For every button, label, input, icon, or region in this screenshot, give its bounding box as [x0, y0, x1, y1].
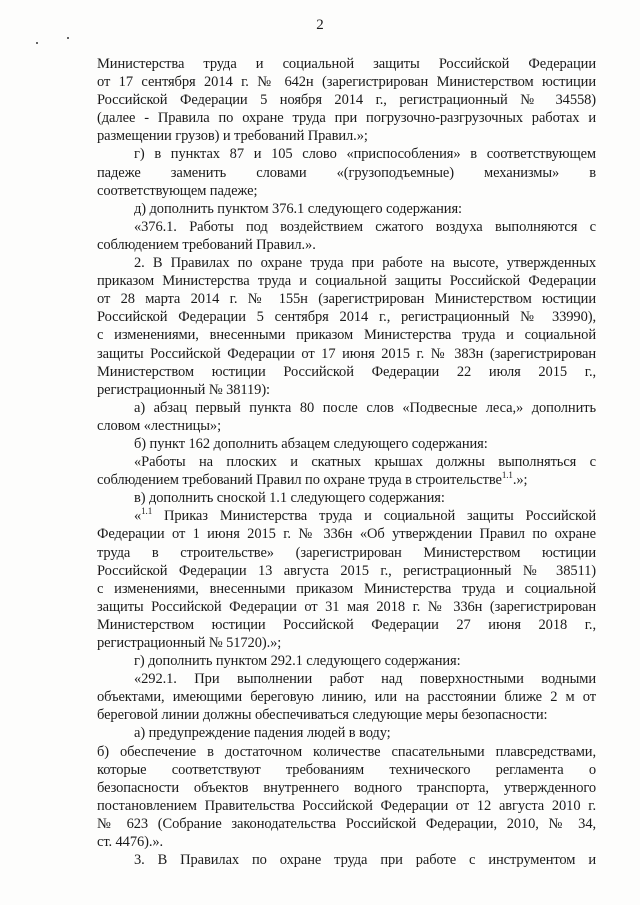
- text-line: [97, 761, 596, 779]
- line-text: Российской Федерации 13 августа 2015 г., регистрационный № 38511): [97, 562, 596, 579]
- text-line: [97, 851, 596, 869]
- text-line: [97, 580, 596, 598]
- line-text: соблюдением требований Правил по охране труда в строительстве: [97, 472, 502, 489]
- text-line: [97, 417, 596, 435]
- line-text: 3. В Правилах по охране труда при работе с инструментом и: [134, 852, 596, 869]
- line-text: Российской Федерации 5 сентября 2014 г., регистрационный № 33990),: [97, 309, 596, 326]
- line-text: а) предупреждение падения людей в воду;: [134, 725, 391, 742]
- line-text: д) дополнить пунктом 376.1 следующего содержания:: [134, 200, 462, 217]
- line-text: Министерства труда и социальной защиты Российской Федерации: [97, 56, 596, 72]
- text-line: [97, 435, 596, 453]
- line-text: регистрационный № 38119):: [97, 381, 270, 398]
- text-line: [97, 670, 596, 688]
- text-line: [97, 308, 596, 326]
- line-text: с изменениями, внесенными приказом Министерства труда и социальной: [97, 580, 596, 597]
- text-line: [97, 236, 596, 254]
- text-line: [97, 326, 596, 344]
- line-text-continued: Приказ Министерства труда и социальной защиты Российской: [152, 508, 596, 525]
- line-text: в) дополнить сноской 1.1 следующего содержания:: [134, 490, 445, 507]
- line-text: а) абзац первый пункта 80 после слов «Подвесные леса,» дополнить: [134, 399, 596, 416]
- text-line: [97, 616, 596, 634]
- line-text: соответствующем падеже;: [97, 182, 258, 199]
- line-text: ст. 4476).».: [97, 834, 164, 851]
- text-line: [97, 544, 596, 562]
- line-text: г) дополнить пунктом 292.1 следующего содержания:: [134, 653, 461, 670]
- text-line: [97, 652, 596, 670]
- text-line: [97, 127, 596, 145]
- text-line: [97, 363, 596, 381]
- text-line: [97, 290, 596, 308]
- text-line: [97, 218, 596, 236]
- page-number: 2: [316, 17, 324, 33]
- line-text: защиты Российской Федерации от 17 июня 2015 г. № 383н (зарегистрирован: [97, 345, 596, 362]
- line-text: падеже заменить словами «(грузоподъемные) механизмы» в: [97, 164, 596, 181]
- speck: [36, 42, 38, 44]
- text-line: [97, 724, 596, 742]
- text-line: [97, 688, 596, 706]
- line-text: приказом Министерства труда и социальной защиты Российской Федерации: [97, 273, 596, 290]
- line-text: «Работы на плоских и скатных крышах должны выполняться с: [134, 454, 596, 471]
- text-line: [97, 145, 596, 163]
- line-text: с изменениями, внесенными приказом Министерства труда и социальной: [97, 327, 596, 344]
- text-line: [97, 706, 596, 724]
- line-text: «: [134, 508, 142, 525]
- line-text: (далее - Правила по охране труда при погрузочно-разгрузочных работах и: [97, 110, 596, 127]
- line-text: 2. В Правилах по охране труда при работе на высоте, утвержденных: [134, 255, 596, 272]
- text-line: [97, 507, 596, 525]
- text-line: [97, 833, 596, 851]
- text-line: [97, 797, 596, 815]
- line-text: которые соответствуют требованиям технического регламента о: [97, 761, 596, 778]
- line-text: Российской Федерации 5 ноября 2014 г., регистрационный № 34558): [97, 92, 596, 109]
- text-line: [97, 562, 596, 580]
- line-text: Министерством юстиции Российской Федерации 27 июня 2018 г.,: [97, 616, 596, 633]
- text-line: [97, 525, 596, 543]
- line-text: регистрационный № 51720).»;: [97, 635, 282, 651]
- line-text: б) обеспечение в достаточном количестве спасательными плавсредствами,: [97, 743, 596, 760]
- line-text: Министерством юстиции Российской Федерации 22 июля 2015 г.,: [97, 363, 596, 380]
- line-text: «292.1. При выполнении работ над поверхностными водными: [134, 671, 596, 688]
- text-line: [97, 471, 596, 489]
- line-text: постановлением Правительства Российской Федерации от 12 августа 2010 г.: [97, 797, 596, 814]
- line-text: размещении грузов) и требований Правил.»;: [97, 128, 368, 145]
- text-line: [97, 200, 596, 218]
- line-text: от 17 сентября 2014 г. № 642н (зарегистрирован Министерством юстиции: [97, 74, 596, 91]
- line-text: г) в пунктах 87 и 105 слово «приспособления» в соответствующем: [134, 146, 596, 163]
- text-line: [97, 73, 596, 91]
- text-line: [97, 182, 596, 200]
- line-text: соблюдением требований Правил.».: [97, 236, 316, 253]
- text-line: [97, 272, 596, 290]
- text-line: [97, 634, 596, 652]
- speck: [67, 37, 69, 39]
- text-line: [97, 743, 596, 761]
- text-line: [97, 779, 596, 797]
- footnote-ref: 1.1: [501, 470, 513, 481]
- line-text: словом «лестницы»;: [97, 417, 221, 434]
- text-line: [97, 453, 596, 471]
- line-text: от 28 марта 2014 г. № 155н (зарегистрирован Министерством юстиции: [97, 291, 596, 308]
- line-text: Федерации от 1 июня 2015 г. № 336н «Об утверждении Правил по охране: [97, 526, 596, 543]
- text-line: [97, 815, 596, 833]
- text-line: [97, 55, 596, 73]
- text-line: [97, 164, 596, 182]
- line-text: труда в строительстве» (зарегистрирован Министерством юстиции: [97, 544, 596, 561]
- line-text: объектами, имеющими береговую линию, или на расстоянии ближе 2 м от: [97, 689, 596, 706]
- text-line: [97, 345, 596, 363]
- text-line: [97, 91, 596, 109]
- text-line: [97, 109, 596, 127]
- line-text-continued: .»;: [512, 472, 528, 489]
- line-text: безопасности объектов внутреннего водного транспорта, утвержденного: [97, 779, 596, 796]
- line-text: береговой линии должны обеспечиваться следующие меры безопасности:: [97, 707, 548, 724]
- line-text: б) пункт 162 дополнить абзацем следующего содержания:: [134, 435, 488, 452]
- document-body: [97, 55, 596, 869]
- text-line: [97, 254, 596, 272]
- line-text: «376.1. Работы под воздействием сжатого воздуха выполняются с: [134, 218, 596, 235]
- line-text: № 623 (Собрание законодательства Российской Федерации, 2010, № 34,: [97, 815, 596, 832]
- line-text: защиты Российской Федерации от 31 мая 2018 г. № 336н (зарегистрирован: [97, 598, 596, 615]
- text-line: [97, 399, 596, 417]
- text-line: [97, 381, 596, 399]
- footnote-ref: 1.1: [141, 506, 153, 517]
- text-line: [97, 598, 596, 616]
- text-line: [97, 489, 596, 507]
